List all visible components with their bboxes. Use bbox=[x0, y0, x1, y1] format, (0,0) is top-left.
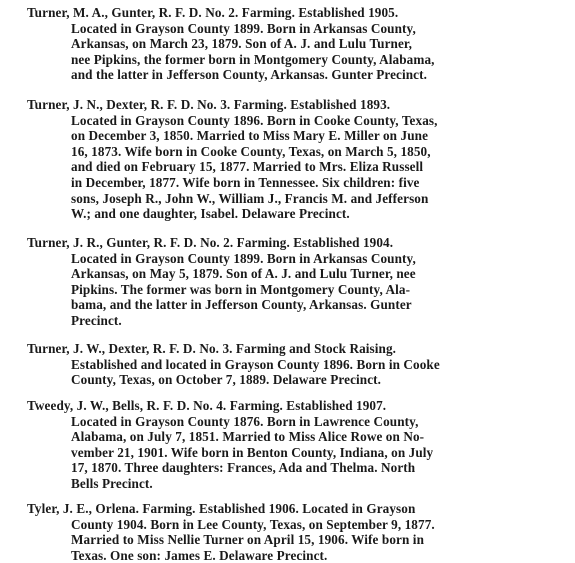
entry-line: Turner, J. R., Gunter, R. F. D. No. 2. Farming. Established 1904. bbox=[27, 235, 394, 250]
entry-line: Arkansas, on May 5, 1879. Son of A. J. and Lulu Turner, nee bbox=[71, 266, 416, 282]
entry-line: Tweedy, J. W., Bells, R. F. D. No. 4. Farming. Established 1907. bbox=[27, 398, 387, 413]
directory-entry bbox=[27, 97, 567, 222]
entry-line: Precinct. bbox=[71, 312, 122, 328]
entry-line: Married to Miss Nellie Turner on April 15, 1906. Wife born in bbox=[71, 532, 425, 548]
entry-line: Tyler, J. E., Orlena. Farming. Established 1906. Located in Grayson bbox=[27, 501, 416, 516]
entry-line: in December, 1877. Wife born in Tennessee. Six children: five bbox=[71, 174, 420, 190]
directory-entry bbox=[27, 5, 567, 83]
entry-line: nee Pipkins, the former born in Montgomery County, Alabama, bbox=[71, 51, 435, 67]
entry-line: and the latter in Jefferson County, Arkansas. Gunter Precinct. bbox=[71, 67, 428, 83]
directory-entry bbox=[27, 501, 567, 563]
entry-line: Located in Grayson County 1876. Born in Lawrence County, bbox=[71, 413, 419, 429]
entry-line: Located in Grayson County 1899. Born in Arkansas County, bbox=[71, 20, 416, 36]
entry-line: sons, Joseph R., John W., William J., Francis M. and Jefferson bbox=[71, 190, 429, 206]
entry-line: County 1904. Born in Lee County, Texas, on September 9, 1877. bbox=[71, 516, 435, 532]
entry-line: W.; and one daughter, Isabel. Delaware Precinct. bbox=[71, 206, 350, 222]
entry-line: Texas. One son: James E. Delaware Precinct. bbox=[71, 547, 328, 563]
directory-entry bbox=[27, 341, 567, 388]
entry-line: 16, 1873. Wife born in Cooke County, Texas, on March 5, 1850, bbox=[71, 143, 431, 159]
entry-line: Pipkins. The former was born in Montgomery County, Ala- bbox=[71, 281, 411, 297]
entry-line: Turner, J. N., Dexter, R. F. D. No. 3. Farming. Established 1893. bbox=[27, 97, 391, 112]
entry-line: Turner, J. W., Dexter, R. F. D. No. 3. Farming and Stock Raising. bbox=[27, 341, 397, 356]
entry-line: Arkansas, on March 23, 1879. Son of A. J. and Lulu Turner, bbox=[71, 36, 413, 52]
entry-line: Turner, M. A., Gunter, R. F. D. No. 2. Farming. Established 1905. bbox=[27, 5, 399, 20]
entry-line: Located in Grayson County 1896. Born in Cooke County, Texas, bbox=[71, 112, 438, 128]
entry-line: County, Texas, on October 7, 1889. Delaware Precinct. bbox=[71, 372, 382, 388]
entry-line: Located in Grayson County 1899. Born in Arkansas County, bbox=[71, 250, 416, 266]
directory-entry bbox=[27, 398, 567, 492]
entry-line: Alabama, on July 7, 1851. Married to Miss Alice Rowe on No- bbox=[71, 429, 425, 445]
entry-line: and died on February 15, 1877. Married to Mrs. Eliza Russell bbox=[71, 159, 424, 175]
entry-line: bama, and the latter in Jefferson County, Arkansas. Gunter bbox=[71, 297, 412, 313]
directory-entry bbox=[27, 235, 567, 329]
entry-line: on December 3, 1850. Married to Miss Mary E. Miller on June bbox=[71, 128, 429, 144]
entry-line: vember 21, 1901. Wife born in Benton County, Indiana, on July bbox=[71, 444, 434, 460]
entry-line: Established and located in Grayson County 1896. Born in Cooke bbox=[71, 356, 440, 372]
entry-line: Bells Precinct. bbox=[71, 475, 153, 491]
entry-line: 17, 1870. Three daughters: Frances, Ada and Thelma. North bbox=[71, 460, 416, 476]
